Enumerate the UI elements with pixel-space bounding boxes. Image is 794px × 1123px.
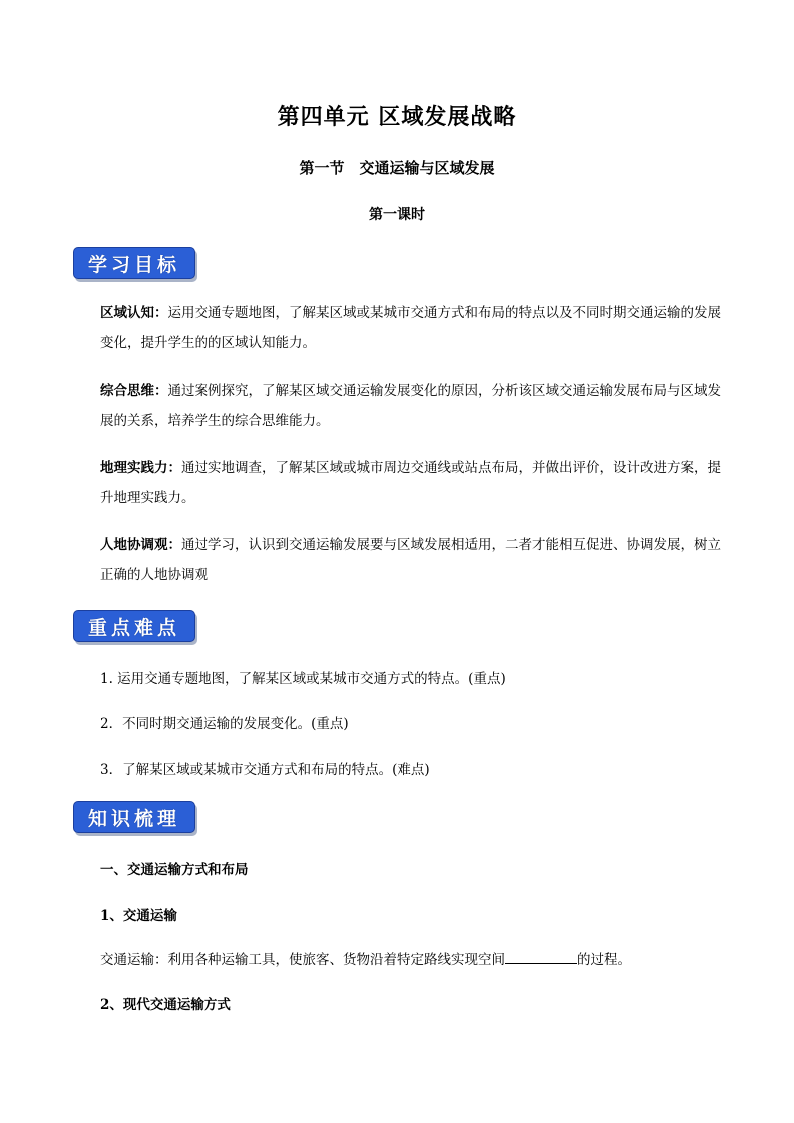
transport-definition bbox=[100, 948, 631, 968]
objective-text: 通过实地调查，了解某区域或城市周边交通线或站点布局，并做出评价，设计改进方案，提升地理实践力。 bbox=[100, 460, 721, 506]
fill-in-blank bbox=[505, 949, 577, 964]
knowledge-subheading: 1、交通运输 bbox=[100, 908, 177, 924]
keypoint-item: 2．不同时期交通运输的发展变化。(重点) bbox=[100, 716, 349, 732]
objective-text: 运用交通专题地图，了解某区域或某城市交通方式和布局的特点以及不同时期交通运输的发展变化，提升学生的的区域认知能力。 bbox=[100, 305, 721, 351]
unit-title: 第四单元 区域发展战略 bbox=[277, 104, 517, 130]
section-title: 第一节 交通运输与区域发展 bbox=[299, 159, 495, 177]
objective-label: 综合思维： bbox=[100, 383, 168, 399]
knowledge-section-heading: 一、交通运输方式和布局 bbox=[100, 862, 249, 878]
objective-label: 人地协调观： bbox=[100, 537, 181, 553]
knowledge-subheading: 2、现代交通运输方式 bbox=[100, 997, 231, 1013]
keypoint-item: 1. 运用交通专题地图，了解某区域或某城市交通方式的特点。(重点) bbox=[100, 671, 506, 687]
lesson-title: 第一课时 bbox=[369, 207, 425, 223]
keypoints-badge: 重点难点 bbox=[73, 610, 195, 642]
objective-label: 区域认知： bbox=[100, 305, 168, 321]
objectives-badge: 学习目标 bbox=[73, 247, 195, 279]
objective-label: 地理实践力： bbox=[100, 460, 181, 476]
objective-human-land-coordination bbox=[100, 530, 725, 590]
knowledge-badge: 知识梳理 bbox=[73, 801, 195, 833]
objective-geographic-practice bbox=[100, 453, 725, 513]
definition-text-end: 的过程。 bbox=[577, 952, 631, 968]
objective-text: 通过学习，认识到交通运输发展要与区域发展相适用，二者才能相互促进、协调发展，树立正确的人地协调观 bbox=[100, 537, 721, 583]
objective-regional-cognition bbox=[100, 298, 725, 358]
objective-comprehensive-thinking bbox=[100, 376, 725, 436]
keypoint-item: 3．了解某区域或某城市交通方式和布局的特点。(难点) bbox=[100, 762, 430, 778]
definition-text: 交通运输：利用各种运输工具，使旅客、货物沿着特定路线实现空间 bbox=[100, 952, 505, 968]
objective-text: 通过案例探究，了解某区域交通运输发展变化的原因，分析该区域交通运输发展布局与区域发展的关系，培养学生的综合思维能力。 bbox=[100, 383, 721, 429]
